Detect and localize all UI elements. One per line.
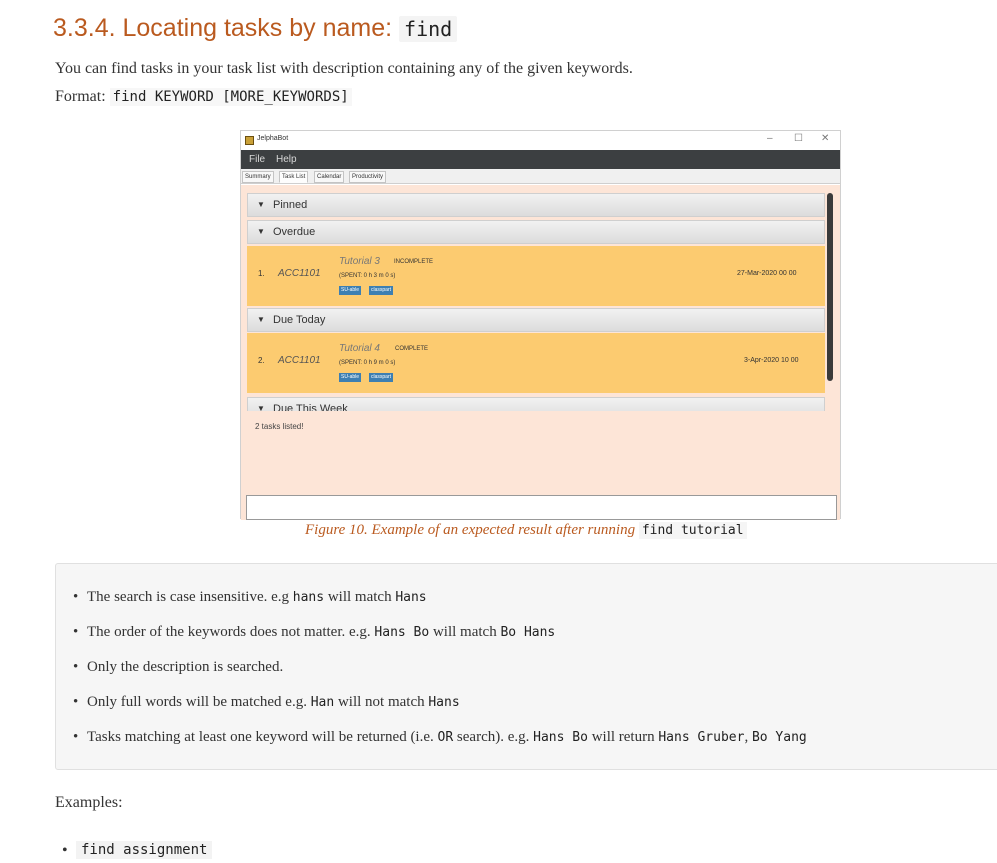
chevron-down-icon: ▼ [257, 404, 265, 411]
tab-task-list[interactable]: Task List [279, 171, 308, 183]
chevron-down-icon: ▼ [257, 315, 265, 324]
heading-command: find [399, 16, 457, 42]
command-input[interactable] [246, 495, 837, 520]
task-index: 2. [258, 356, 265, 365]
task-index: 1. [258, 269, 265, 278]
task-status: INCOMPLETE [394, 259, 434, 265]
close-icon[interactable]: ✕ [821, 133, 830, 144]
task-date: 3-Apr-2020 10 00 [744, 357, 799, 364]
figure-caption: Figure 10. Example of an expected result after running find tutorial [305, 522, 747, 539]
note-item: • Only the description is searched. [87, 659, 283, 676]
app-logo-icon [245, 136, 254, 145]
caption-command: find tutorial [639, 522, 747, 539]
tab-bar [241, 169, 840, 184]
menu-help[interactable]: Help [276, 154, 297, 165]
intro-paragraph: You can find tasks in your task list with description containing any of the given keywords. [55, 60, 633, 77]
task-spent: (SPENT: 0 h 9 m 0 s) [339, 360, 396, 366]
note-box [55, 563, 997, 770]
note-item: • Tasks matching at least one keyword will be returned (i.e. OR search). e.g. Hans Bo will return Hans Gruber, Bo Yang [87, 729, 807, 746]
task-status: COMPLETE [395, 346, 429, 352]
task-description: Tutorial 3 [339, 256, 380, 267]
task-date: 27-Mar-2020 00 00 [737, 270, 797, 277]
section-overdue[interactable]: ▼ Overdue [247, 220, 825, 244]
tab-summary[interactable]: Summary [242, 171, 274, 183]
example-item: • find assignment [76, 841, 212, 859]
examples-label: Examples: [55, 794, 123, 811]
menu-bar [241, 150, 840, 169]
window-titlebar [241, 131, 840, 150]
task-tag: SU-able [341, 374, 360, 380]
menu-file[interactable]: File [249, 154, 266, 165]
result-message: 2 tasks listed! [255, 422, 304, 431]
format-label: Format: [55, 88, 110, 105]
task-card[interactable] [247, 246, 825, 306]
note-item: • The search is case insensitive. e.g hans will match Hans [87, 589, 427, 606]
note-item: • Only full words will be matched e.g. Han will not match Hans [87, 694, 460, 711]
section-heading [53, 14, 457, 43]
heading-text: 3.3.4. Locating tasks by name: [53, 14, 400, 42]
task-description: Tutorial 4 [339, 343, 380, 354]
task-module: ACC1101 [278, 355, 321, 366]
tab-productivity[interactable]: Productivity [349, 171, 386, 183]
chevron-down-icon: ▼ [257, 227, 265, 236]
chevron-down-icon: ▼ [257, 200, 265, 209]
task-list-pane [241, 185, 840, 520]
task-tag: SU-able [341, 287, 360, 293]
task-tag: classpart [371, 374, 392, 380]
section-due-today[interactable]: ▼ Due Today [247, 308, 825, 332]
window-title: JelphaBot [257, 135, 289, 142]
format-paragraph [55, 88, 352, 106]
task-card[interactable] [247, 333, 825, 393]
section-due-this-week[interactable]: ▼ Due This Week [247, 397, 825, 411]
task-tag: classpart [371, 287, 392, 293]
maximize-icon[interactable]: ☐ [794, 133, 803, 144]
note-item: • The order of the keywords does not matter. e.g. Hans Bo will match Bo Hans [87, 624, 555, 641]
section-pinned[interactable]: ▼ Pinned [247, 193, 825, 217]
format-command: find KEYWORD [MORE_KEYWORDS] [110, 88, 352, 106]
minimize-icon[interactable]: – [767, 133, 773, 144]
scrollbar[interactable] [827, 193, 833, 381]
app-screenshot [240, 130, 841, 519]
task-list [247, 191, 827, 411]
task-module: ACC1101 [278, 268, 321, 279]
task-spent: (SPENT: 0 h 3 m 0 s) [339, 273, 396, 279]
tab-calendar[interactable]: Calendar [314, 171, 344, 183]
